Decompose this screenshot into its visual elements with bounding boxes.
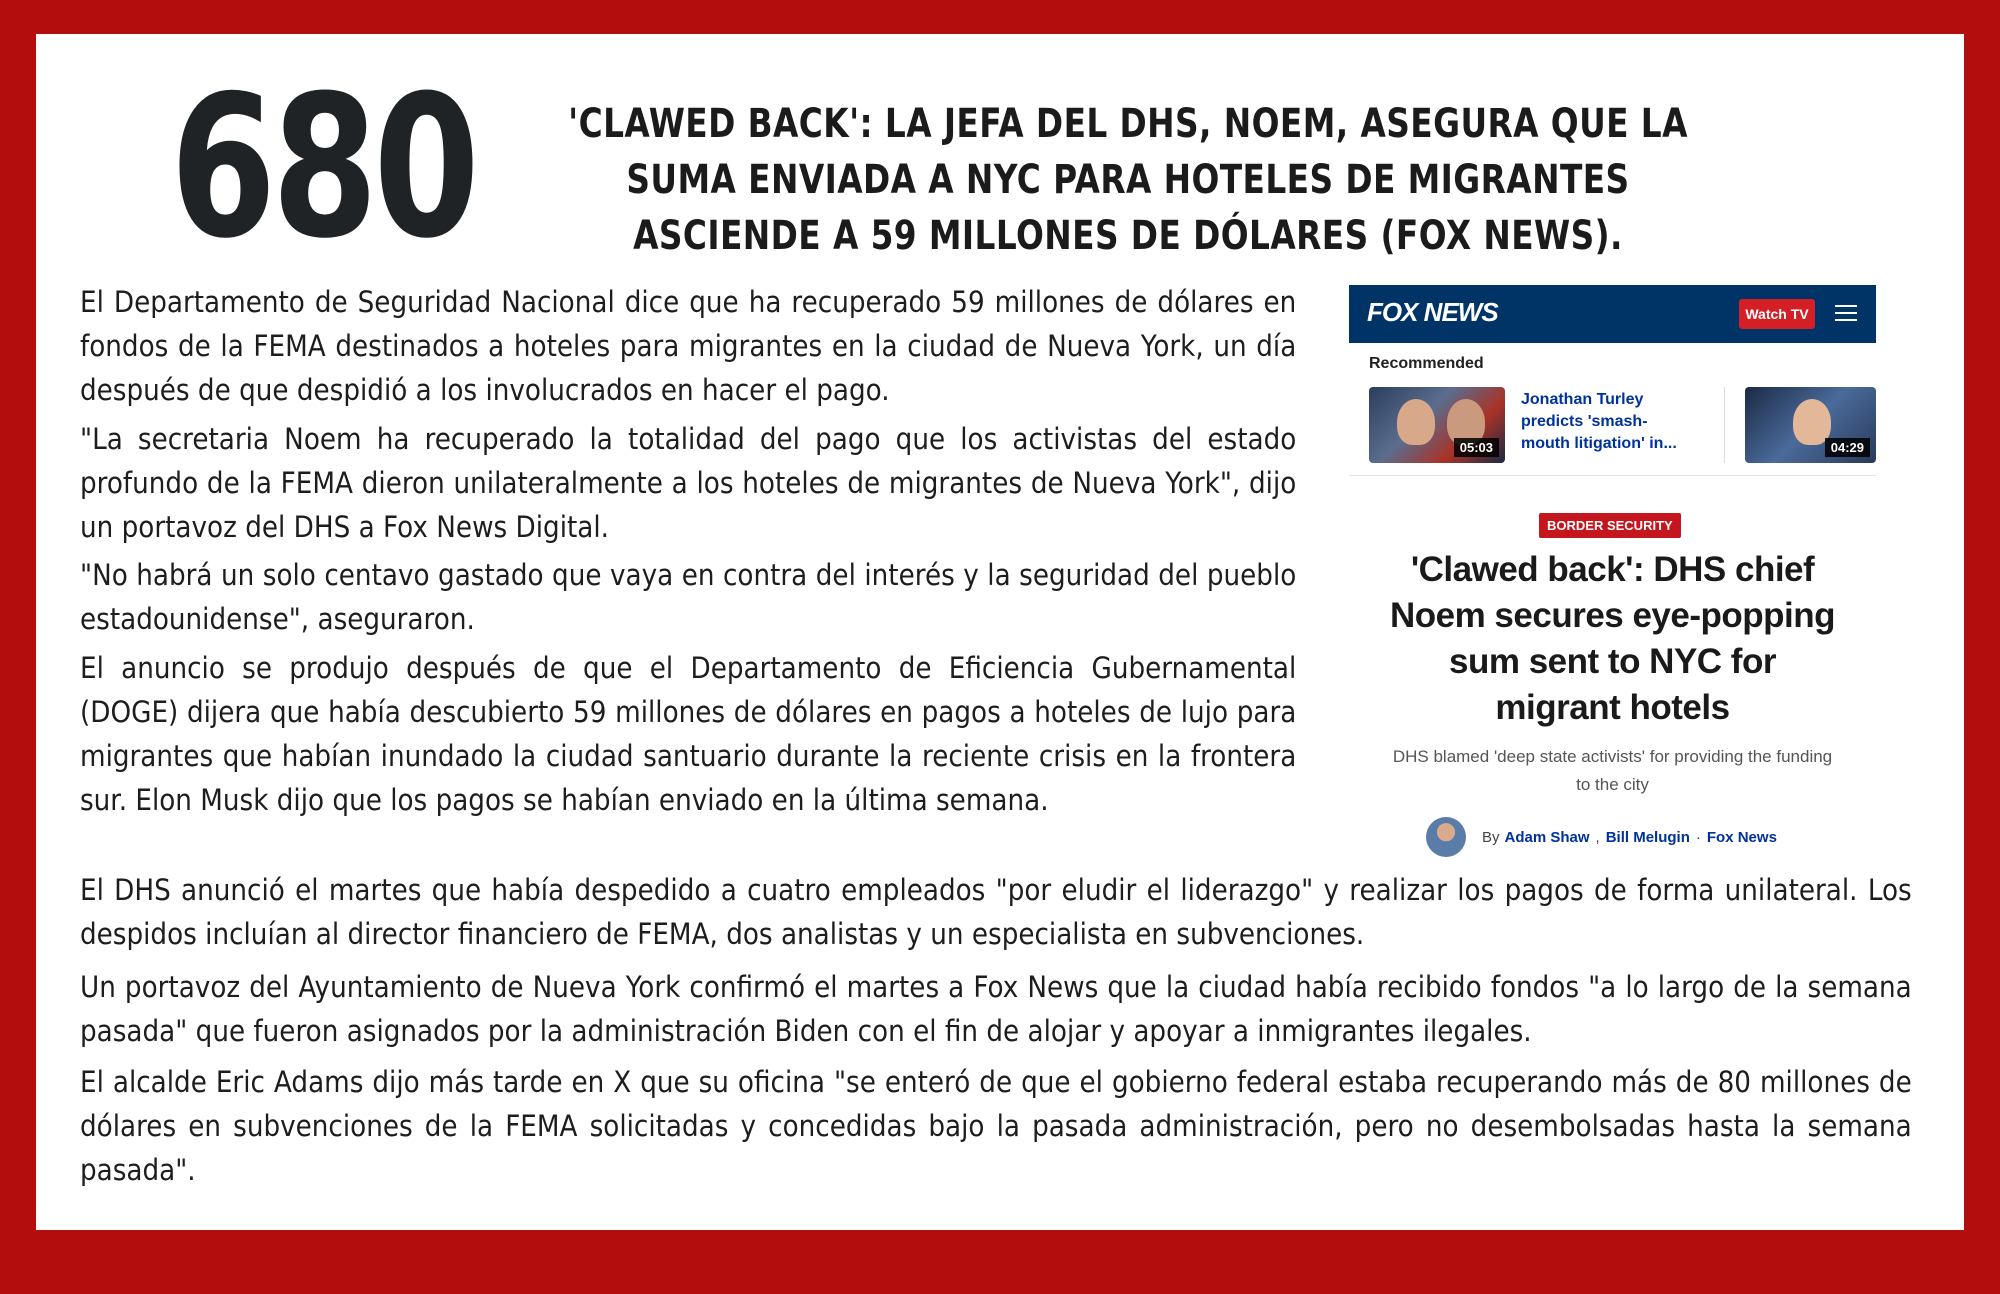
headline-text: 'CLAWED BACK': LA JEFA DEL DHS, NOEM, ASEGURA QUE LA SUMA ENVIADA A NYC PARA HOTELES DE MIGRANTES ASCIENDE A 59 MILLONES DE DÓLARES (FOX NEWS). — [568, 101, 1688, 259]
paragraph-1: El Departamento de Seguridad Nacional dice que ha recuperado 59 millones de dólares en fondos de la FEMA destinados a hoteles para migrantes en la ciudad de Nueva York, un día después de que despidió a los involucrados en hacer el pago. — [80, 285, 1297, 407]
category-badge[interactable]: BORDER SECURITY — [1539, 513, 1681, 538]
paragraph-7: El alcalde Eric Adams dijo más tarde en X que su oficina "se enteró de que el gobierno federal estaba recuperando más de 80 millones de dólares en subvenciones de la FEMA solicitadas y concedidas bajo la pasada administración, pero no desembolsadas hasta la semana pasada". — [80, 1065, 1912, 1187]
author-link-1[interactable]: Adam Shaw — [1504, 828, 1590, 846]
video-thumbnail-1[interactable] — [1369, 387, 1505, 463]
byline: By Adam Shaw , Bill Melugin · Fox News — [1426, 817, 1777, 857]
fox-news-logo[interactable]: FOX NEWS — [1367, 297, 1498, 327]
item-number: 680 — [170, 54, 476, 282]
author-avatar — [1426, 817, 1466, 857]
author-link-2[interactable]: Bill Melugin — [1605, 828, 1690, 846]
video-thumbnail-2[interactable] — [1745, 387, 1876, 463]
paragraph-2: "La secretaria Noem ha recuperado la totalidad del pago que los activistas del estado profundo de la FEMA dieron unilateralmente a los hoteles de migrantes de Nueva York", dijo un portavoz del DHS a Fox News Digital. — [80, 422, 1297, 544]
headline — [528, 96, 1728, 264]
fox-navbar — [1349, 285, 1876, 343]
anchor-face-image — [1397, 399, 1435, 445]
paragraph-3: "No habrá un solo centavo gastado que vaya en contra del interés y la seguridad del pueblo estadounidense", aseguraron. — [80, 558, 1297, 636]
video-duration-1: 05:03 — [1454, 438, 1499, 457]
paragraph-5: El DHS anunció el martes que había despedido a cuatro empleados "por eludir el liderazgo" y realizar los pagos de forma unilateral. Los despidos incluían al director financiero de FEMA, dos analistas y un especialista en subvenciones. — [80, 873, 1912, 951]
video-title-1[interactable]: Jonathan Turley predicts 'smash-mouth litigation' in... — [1521, 391, 1677, 452]
divider — [1724, 387, 1725, 463]
recommended-label: Recommended — [1369, 355, 1484, 372]
by-label: By — [1482, 828, 1500, 846]
article-subtitle: DHS blamed 'deep state activists' for providing the funding to the city — [1392, 747, 1833, 794]
paragraph-4: El anuncio se produjo después de que el Departamento de Eficiencia Gubernamental (DOGE) dijera que había descubierto 59 millones de dólares en pagos a hoteles de lujo para migrantes que habían inundado la ciudad santuario durante la reciente crisis en la frontera sur. Elon Musk dijo que los pagos se habían enviado en la última semana. — [80, 651, 1297, 817]
watch-tv-button[interactable]: Watch TV — [1739, 299, 1815, 329]
paragraph-6: Un portavoz del Ayuntamiento de Nueva York confirmó el martes a Fox News que la ciudad había recibido fondos "a lo largo de la semana pasada" que fueron asignados por la administración Biden con el fin de alojar y apoyar a inmigrantes ilegales. — [80, 970, 1912, 1048]
hamburger-menu-icon[interactable] — [1835, 305, 1857, 321]
divider — [1349, 475, 1876, 476]
article-title: 'Clawed back': DHS chief Noem secures eye-popping sum sent to NYC for migrant hotels — [1389, 550, 1836, 727]
outlet-link[interactable]: Fox News — [1706, 828, 1777, 846]
video-duration-2: 04:29 — [1825, 438, 1870, 457]
fox-news-screenshot — [1349, 285, 1876, 855]
